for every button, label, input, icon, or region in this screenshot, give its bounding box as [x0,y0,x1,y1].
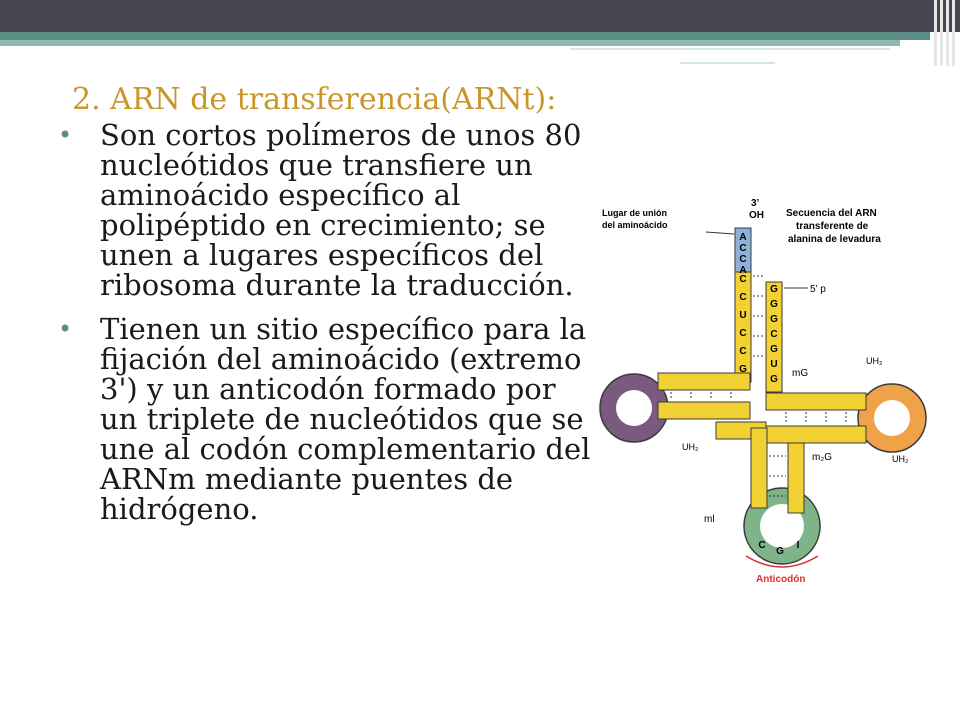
bullet-list [50,120,595,538]
slide-title: 2. ARN de transferencia(ARNt): [72,82,557,117]
anticodon-base: I [796,540,800,551]
slide-accent-line [680,62,775,64]
slide-accent-band [0,32,930,40]
label-binding-line1: Lugar de unión [602,208,667,218]
binding-site-pointer [706,232,734,234]
label-3prime: 3’ [751,198,760,209]
label-5prime: 5’ p [810,284,826,295]
t-stem-bottom [766,426,866,443]
bullet-text: Tienen un sitio específico para la fijación del aminoácido (extremo 3') y un anticodón formado por un triplete de nucleótidos que se une al codón complementario del ARNm mediante puentes de hidrógeno. [100,312,591,526]
anticodon-stem-left [751,428,767,508]
label-m2g: m₂G [812,452,832,463]
bullet-icon: • [58,315,73,343]
base-letter: G [770,374,778,385]
label-sequence-line2: transferente de [796,221,869,232]
label-uh2-left: UH₂ [682,442,699,452]
base-letter: G [770,344,778,355]
t-stem-top [766,393,866,410]
label-sequence-line3: alanina de levadura [788,234,881,245]
slide-corner-rail [934,0,960,66]
slide-accent-line [570,48,890,50]
bullet-item [50,120,595,300]
base-letter: A [739,232,747,243]
base-letter: G [770,284,778,295]
label-mg: mG [792,368,809,379]
base-letter: A [739,265,747,276]
base-letter: C [739,243,747,254]
base-letter: G [770,314,778,325]
base-letter: C [739,328,747,339]
base-letter: C [739,254,747,265]
base-letter: C [739,346,747,357]
anticodon-base: C [758,540,766,551]
label-uh2-right-bottom: UH₂ [892,454,909,464]
d-stem-top [658,373,750,390]
base-letter: U [770,359,778,370]
t-loop-center [874,400,910,436]
trna-diagram [596,196,938,588]
slide-accent-band-light [0,40,900,46]
base-letter: C [770,329,778,340]
base-letter: C [739,274,747,285]
base-letter: U [739,310,747,321]
label-binding-line2: del aminoácido [602,220,668,230]
d-stem-bottom [658,402,750,419]
base-letter: C [739,292,747,303]
slide-top-bar [0,0,960,32]
label-sequence-line1: Secuencia del ARN [786,208,877,219]
label-anticodon: Anticodón [756,574,806,585]
trna-diagram-svg [596,196,938,588]
anticodon-base: G [776,546,784,557]
bullet-item [50,314,595,524]
bullet-text: Son cortos polímeros de unos 80 nucleótidos que transfiere un aminoácido específico al polipéptido en crecimiento; se unen a lugares específicos del ribosoma durante la traducción. [100,118,582,302]
label-ml: ml [704,514,715,525]
d-loop-center [616,390,652,426]
label-uh2-right-top: UH₂ [866,356,883,366]
label-oh: OH [749,210,764,221]
base-letter: G [770,299,778,310]
bullet-icon: • [58,121,73,149]
base-letter: G [739,364,747,375]
anticodon-stem-right [788,443,804,513]
